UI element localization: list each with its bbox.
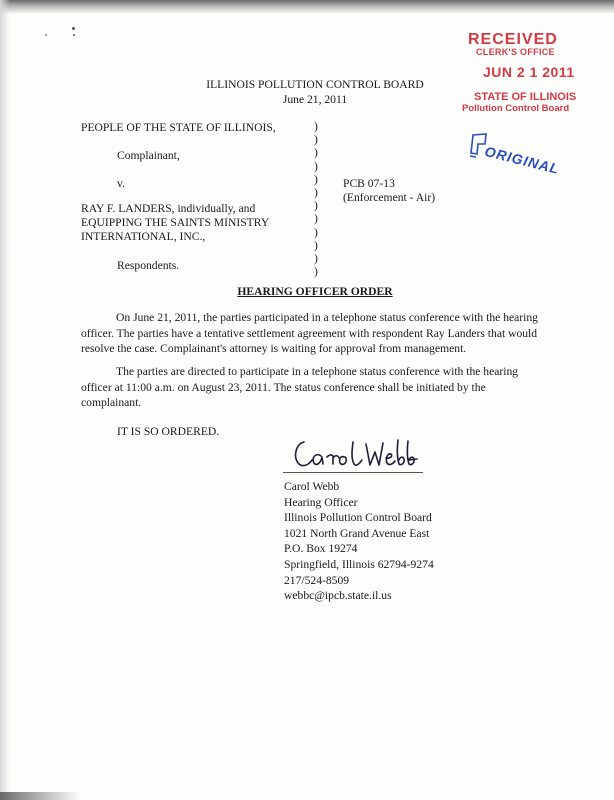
plaintiff-name: PEOPLE OF THE STATE OF ILLINOIS, — [81, 121, 276, 134]
signer-title: Hearing Officer — [284, 495, 358, 509]
agency-heading: ILLINOIS POLLUTION CONTROL BOARD — [206, 78, 424, 91]
signer-phone: 217/524-8509 — [284, 573, 350, 587]
scan-speck — [72, 27, 75, 30]
stamp-received: RECEIVED — [468, 31, 558, 48]
caption-paren: ) — [314, 212, 318, 226]
caption-paren: ) — [314, 265, 318, 279]
scan-speck — [73, 34, 75, 36]
caption-paren: ) — [314, 172, 318, 186]
caption-paren: ) — [314, 199, 318, 213]
defendant-line-2: EQUIPPING THE SAINTS MINISTRY — [81, 216, 270, 229]
defendant-role: Respondents. — [117, 259, 180, 272]
caption-paren: ) — [314, 159, 318, 173]
order-date: June 21, 2011 — [282, 93, 348, 106]
signer-po-box: P.O. Box 19274 — [284, 542, 358, 556]
order-paragraph-2-text: The parties are directed to participate in a telephone status conference with the hearing officer at 11:00 a.m. on August 23, 2011. The status conference shall be initiated by the complainant. — [81, 365, 519, 410]
stamp-clerks-office: CLERK'S OFFICE — [476, 47, 555, 57]
defendant-line-3: INTERNATIONAL, INC., — [81, 230, 206, 243]
order-paragraph-1 — [81, 310, 543, 357]
scan-edge-shadow-bottom — [0, 792, 80, 800]
caption-paren: ) — [314, 120, 318, 133]
stamp-original: ORIGINAL — [483, 143, 562, 178]
caption-paren: ) — [314, 251, 318, 265]
caption-paren: ) — [314, 133, 318, 147]
so-ordered: IT IS SO ORDERED. — [117, 425, 220, 438]
signer-name: Carol Webb — [284, 480, 340, 493]
order-paragraph-2 — [81, 364, 543, 411]
caption-paren: ) — [314, 238, 318, 252]
signer-email: webbc@ipcb.state.il.us — [284, 589, 392, 603]
signer-street: 1021 North Grand Avenue East — [284, 526, 430, 540]
stamp-date: JUN 2 1 2011 — [483, 64, 575, 80]
caption-paren: ) — [314, 185, 318, 199]
scan-edge-shadow-left — [0, 0, 10, 800]
scan-edge-shadow-top — [0, 0, 614, 14]
plaintiff-role: Complainant, — [117, 149, 180, 162]
defendant-line-1: RAY F. LANDERS, individually, and — [81, 202, 256, 215]
caption-paren: ) — [314, 225, 318, 239]
case-number: PCB 07-13 — [343, 177, 395, 190]
signature-line — [283, 472, 423, 473]
caption-paren: ) — [314, 146, 318, 160]
order-paragraph-1-text: On June 21, 2011, the parties participated in a telephone status conference with the hearing officer. The parties have a tentative settlement agreement with respondent Ray Landers that would resolve the case. Complainant's attorney is waiting for approval from management. — [81, 311, 538, 356]
versus: v. — [117, 177, 125, 190]
handwritten-signature — [290, 432, 420, 472]
stamp-state: STATE OF ILLINOIS — [474, 91, 577, 103]
order-title: HEARING OFFICER ORDER — [237, 285, 393, 298]
scan-speck — [45, 34, 47, 36]
signer-city: Springfield, Illinois 62794-9274 — [284, 557, 434, 571]
signer-agency: Illinois Pollution Control Board — [284, 511, 432, 525]
signature-block — [284, 479, 434, 604]
caption-paren-column — [314, 120, 322, 278]
stamp-board: Pollution Control Board — [462, 103, 570, 114]
case-type: (Enforcement - Air) — [343, 191, 436, 204]
